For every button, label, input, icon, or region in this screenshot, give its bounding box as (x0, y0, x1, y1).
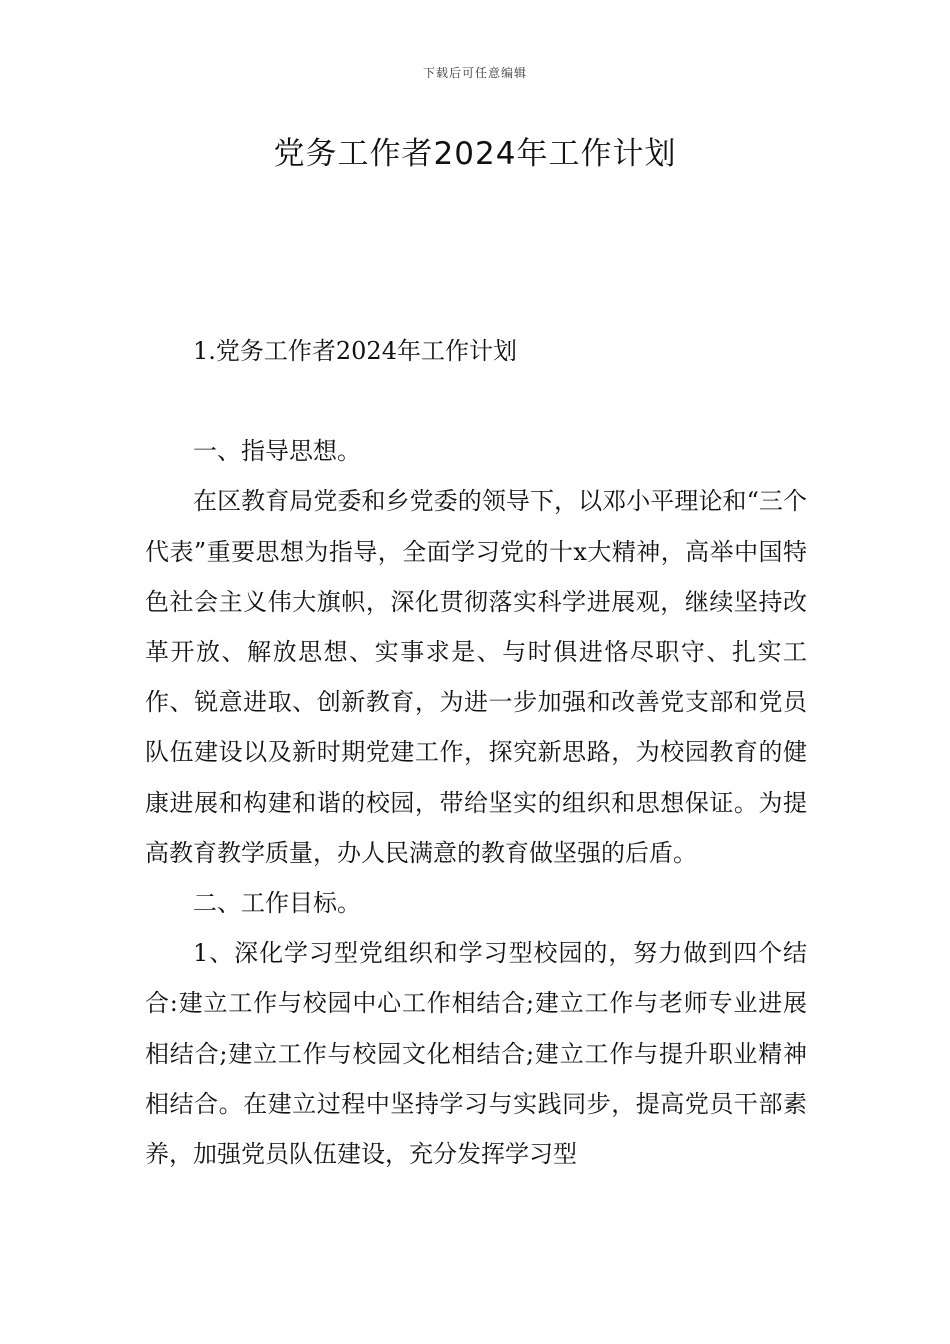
document-body (145, 326, 807, 1179)
heading-guiding-ideology: 一、指导思想。 (193, 437, 361, 466)
section-item-title: 1.党务工作者2024年工作计划 (193, 337, 517, 365)
document-title: 党务工作者2024年工作计划 (273, 136, 677, 172)
paragraph-guiding-ideology: 在区教育局党委和乡党委的领导下，以邓小平理论和“三个代表”重要思想为指导，全面学习党的十x大精神，高举中国特色社会主义伟大旗帜，深化贯彻落实科学进展观，继续坚持改革开放、解放思想、实事求是、与时俱进恪尽职守、扎实工作、锐意进取、创新教育，为进一步加强和改善党支部和党员队伍建设以及新时期党建工作，探究新思路，为校园教育的健康进展和构建和谐的校园，带给坚实的组织和思想保证。为提高教育教学质量，办人民满意的教育做坚强的后盾。 (145, 487, 807, 867)
header-note: 下载后可任意编辑 (422, 66, 527, 80)
heading-work-goals: 二、工作目标。 (193, 889, 361, 918)
paragraph-work-goals: 1、深化学习型党组织和学习型校园的，努力做到四个结合:建立工作与校园中心工作相结合;建立工作与老师专业进展相结合;建立工作与校园文化相结合;建立工作与提升职业精神相结合。在建立过程中坚持学习与实践同步，提高党员干部素养，加强党员队伍建设，充分发挥学习型 (145, 939, 807, 1169)
